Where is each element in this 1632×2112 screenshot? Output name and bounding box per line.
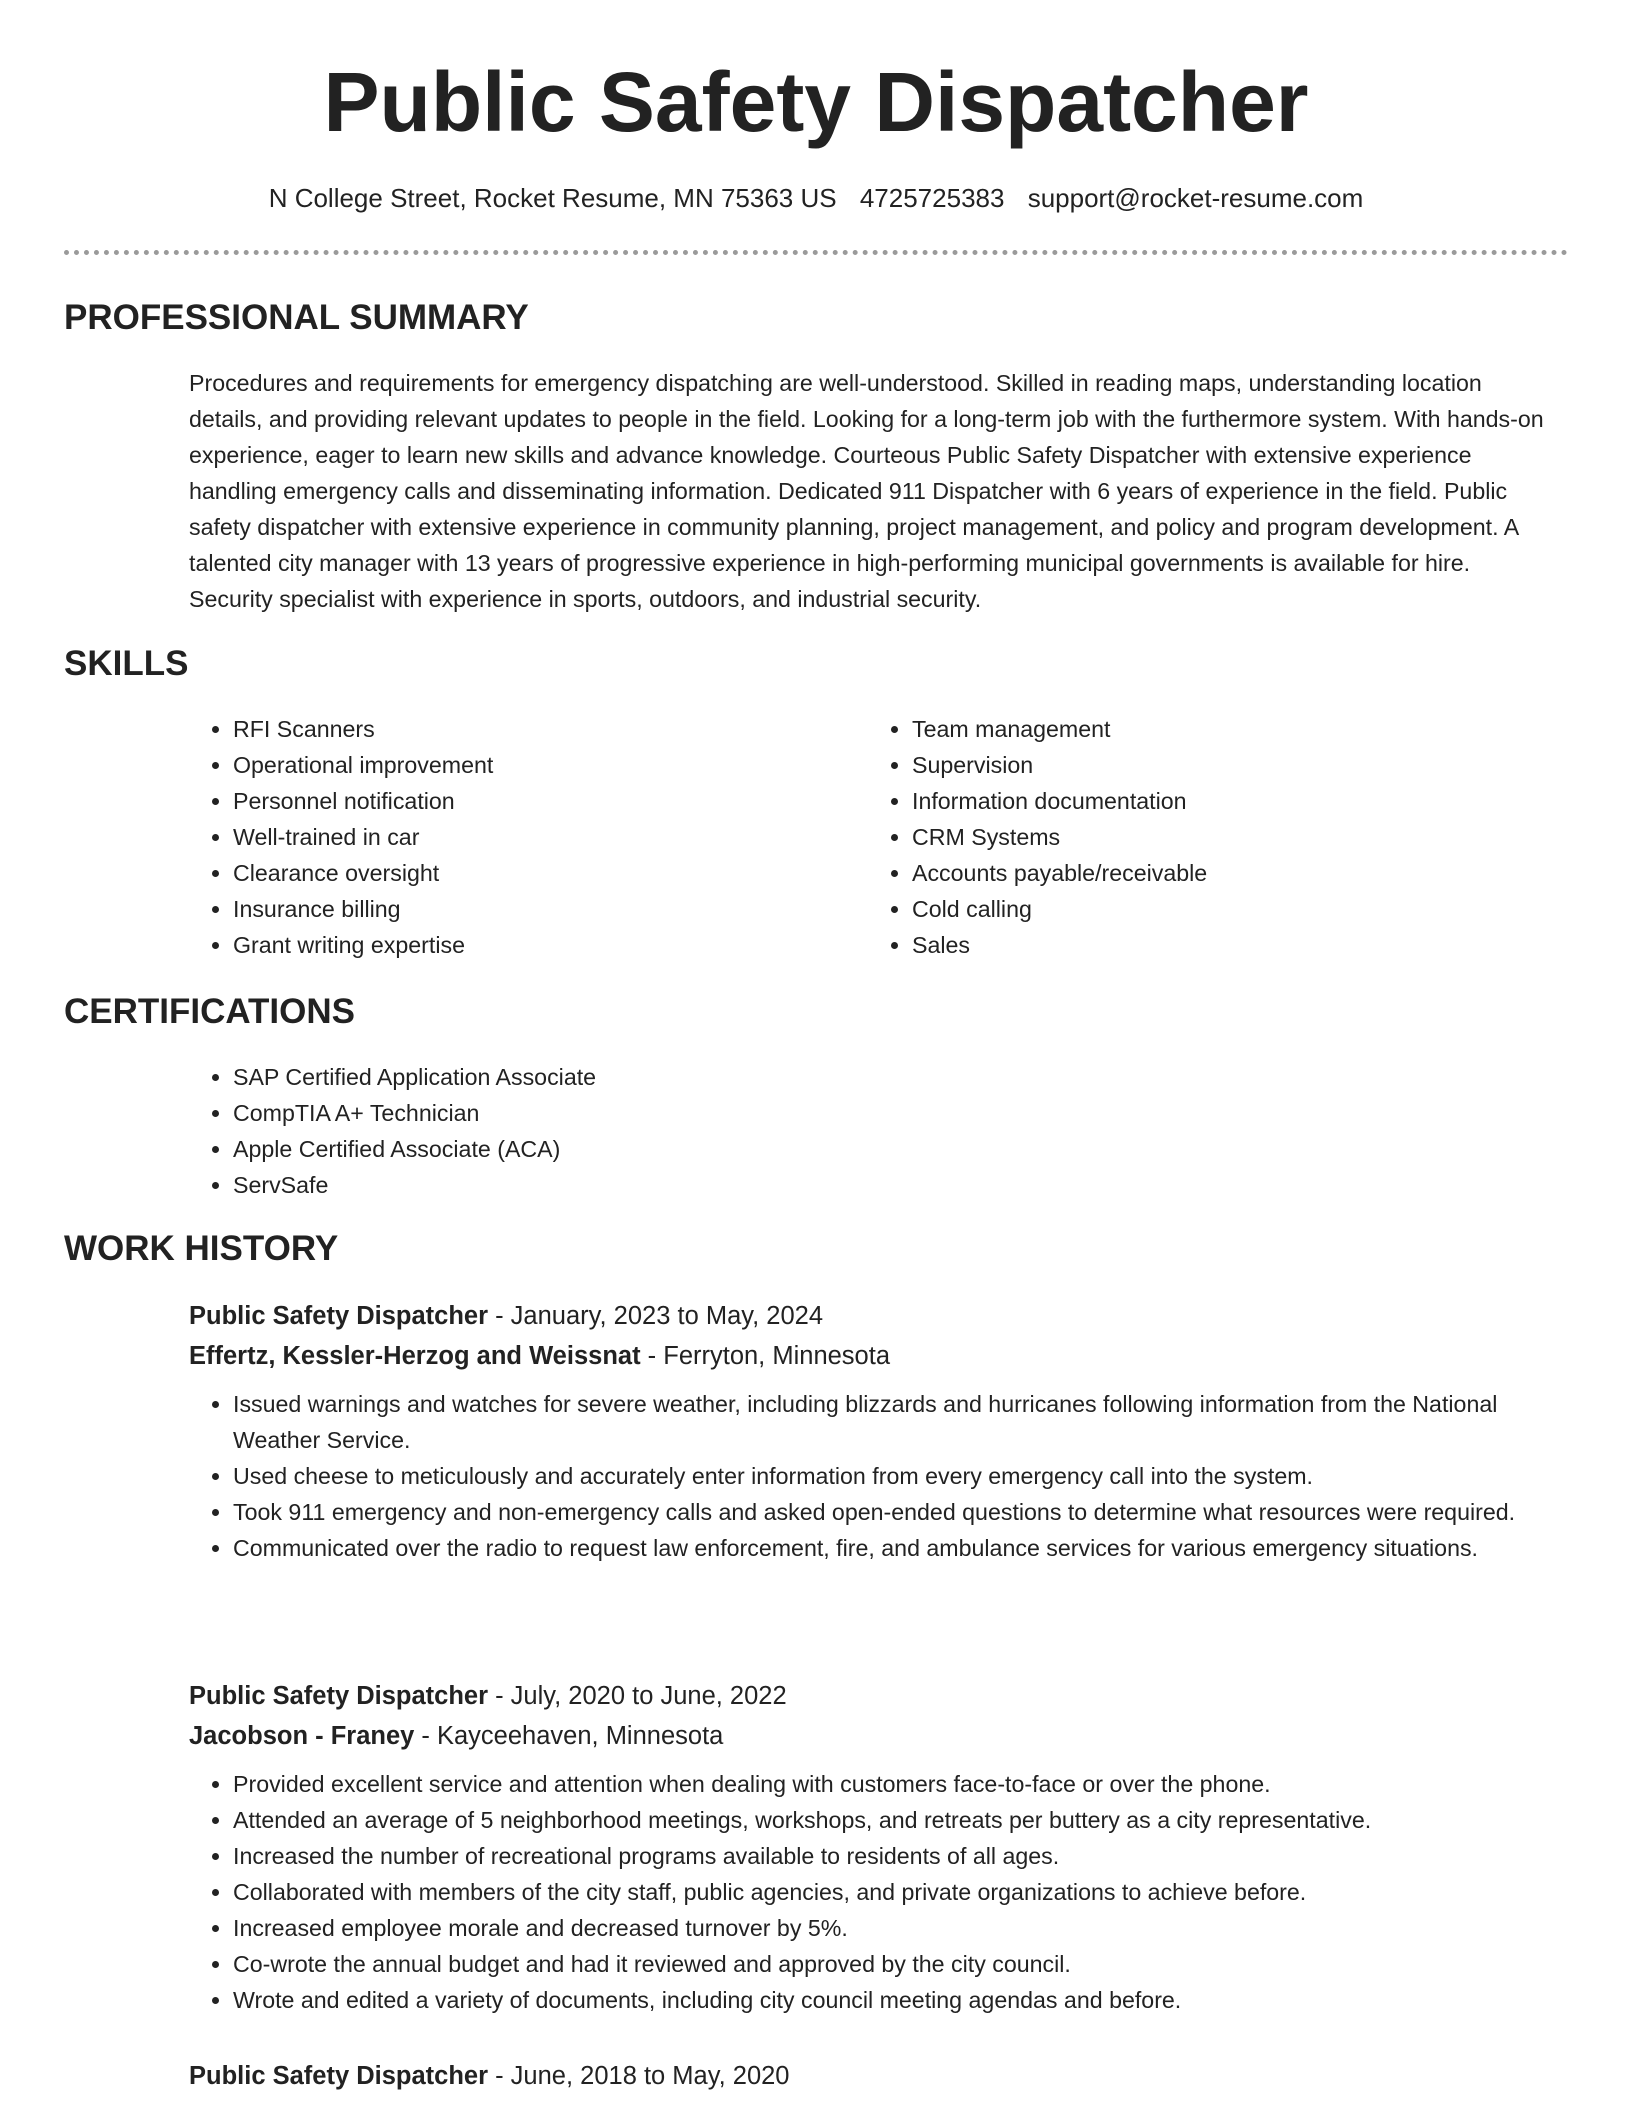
skill-item: • Well-trained in car <box>233 819 493 855</box>
job-dates: - January, 2023 to May, 2024 <box>488 1302 824 1330</box>
skills-column-left <box>189 711 493 963</box>
job-dates: - July, 2020 to June, 2022 <box>488 1682 787 1710</box>
skills-column-right <box>868 711 1207 963</box>
job-bullet: • Used cheese to meticulously and accurately enter information from every emergency call into the system. <box>233 1458 1549 1494</box>
skill-item: • Insurance billing <box>233 891 493 927</box>
skill-item: • Operational improvement <box>233 747 493 783</box>
certification-item: • CompTIA A+ Technician <box>233 1095 596 1131</box>
job-bullet: • Wrote and edited a variety of documents, including city council meeting agendas and before. <box>233 1982 1549 2018</box>
job-bullet: • Attended an average of 5 neighborhood meetings, workshops, and retreats per buttery as a city representative. <box>233 1802 1549 1838</box>
job-bullet: • Increased employee morale and decreased turnover by 5%. <box>233 1910 1549 1946</box>
skill-item: • Clearance oversight <box>233 855 493 891</box>
job-company: Jacobson - Franey <box>189 1722 415 1750</box>
skills-list-right <box>868 711 1207 963</box>
job-company-line <box>189 1716 1549 1756</box>
candidate-name: Public Safety Dispatcher <box>323 55 1309 149</box>
certification-item: • SAP Certified Application Associate <box>233 1059 596 1095</box>
contact-phone: 4725725383 <box>859 183 1005 213</box>
section-title-skills: SKILLS <box>64 644 189 683</box>
job-location: - Ferryton, Minnesota <box>640 1342 890 1370</box>
job-location: - Kayceehaven, Minnesota <box>414 1722 724 1750</box>
job-dates: - June, 2018 to May, 2020 <box>488 2062 790 2090</box>
skill-item: • Personnel notification <box>233 783 493 819</box>
skill-item: • Accounts payable/receivable <box>912 855 1207 891</box>
section-title-certifications: CERTIFICATIONS <box>64 992 356 1031</box>
certifications-block <box>189 1059 596 1203</box>
job-bullet: • Increased the number of recreational programs available to residents of all ages. <box>233 1838 1549 1874</box>
job-entry <box>189 2056 1549 2096</box>
summary-text: Procedures and requirements for emergency dispatching are well-understood. Skilled in reading maps, understanding location details, and providing relevant updates to people in the field. Looking for a long-term job with the furthermore system. With hands-on experience, eager to learn new skills and advance knowledge. Courteous Public Safety Dispatcher with extensive experience handling emergency calls and disseminating information. Dedicated 911 Dispatcher with 6 years of experience in the field. Public safety dispatcher with extensive experience in community planning, project management, and policy and program development. A talented city manager with 13 years of progressive experience in high-performing municipal governments is available for hire. Security specialist with experience in sports, outdoors, and industrial security. <box>189 370 1544 612</box>
job-company: Effertz, Kessler-Herzog and Weissnat <box>189 1342 641 1370</box>
skill-item: • Cold calling <box>912 891 1207 927</box>
job-bullet: • Communicated over the radio to request law enforcement, fire, and ambulance services for various emergency situations. <box>233 1530 1549 1566</box>
job-role-line <box>189 1296 1549 1336</box>
job-company-line <box>189 1336 1549 1376</box>
certification-item: • ServSafe <box>233 1167 596 1203</box>
job-role-line <box>189 1676 1549 1716</box>
certification-item: • Apple Certified Associate (ACA) <box>233 1131 596 1167</box>
section-title-work-history: WORK HISTORY <box>64 1229 339 1268</box>
job-bullets <box>189 1766 1549 2018</box>
job-title: Public Safety Dispatcher <box>189 1302 489 1330</box>
skill-item: • Team management <box>912 711 1207 747</box>
job-bullet: • Took 911 emergency and non-emergency calls and asked open-ended questions to determine what resources were required. <box>233 1494 1549 1530</box>
certifications-list <box>189 1059 596 1203</box>
job-bullets <box>189 1386 1549 1566</box>
job-bullet: • Collaborated with members of the city staff, public agencies, and private organizations to achieve before. <box>233 1874 1549 1910</box>
job-bullet: • Provided excellent service and attention when dealing with customers face-to-face or over the phone. <box>233 1766 1549 1802</box>
job-entry <box>189 1676 1549 2018</box>
skill-item: • Grant writing expertise <box>233 927 493 963</box>
section-title-summary: PROFESSIONAL SUMMARY <box>64 298 529 337</box>
header-divider <box>64 250 1568 255</box>
contact-address: N College Street, Rocket Resume, MN 75363 US <box>268 183 837 213</box>
skills-list-left <box>189 711 493 963</box>
job-title: Public Safety Dispatcher <box>189 2062 489 2090</box>
contact-line <box>0 180 1632 216</box>
job-role-line <box>189 2056 1549 2096</box>
skill-item: • Sales <box>912 927 1207 963</box>
job-title: Public Safety Dispatcher <box>189 1682 489 1710</box>
job-bullet: • Co-wrote the annual budget and had it reviewed and approved by the city council. <box>233 1946 1549 1982</box>
contact-email: support@rocket-resume.com <box>1027 183 1364 213</box>
skill-item: • Supervision <box>912 747 1207 783</box>
skill-item: • CRM Systems <box>912 819 1207 855</box>
job-entry <box>189 1296 1549 1566</box>
job-bullet: • Issued warnings and watches for severe weather, including blizzards and hurricanes following information from the National Weather Service. <box>233 1386 1549 1458</box>
skill-item: • Information documentation <box>912 783 1207 819</box>
skill-item: • RFI Scanners <box>233 711 493 747</box>
